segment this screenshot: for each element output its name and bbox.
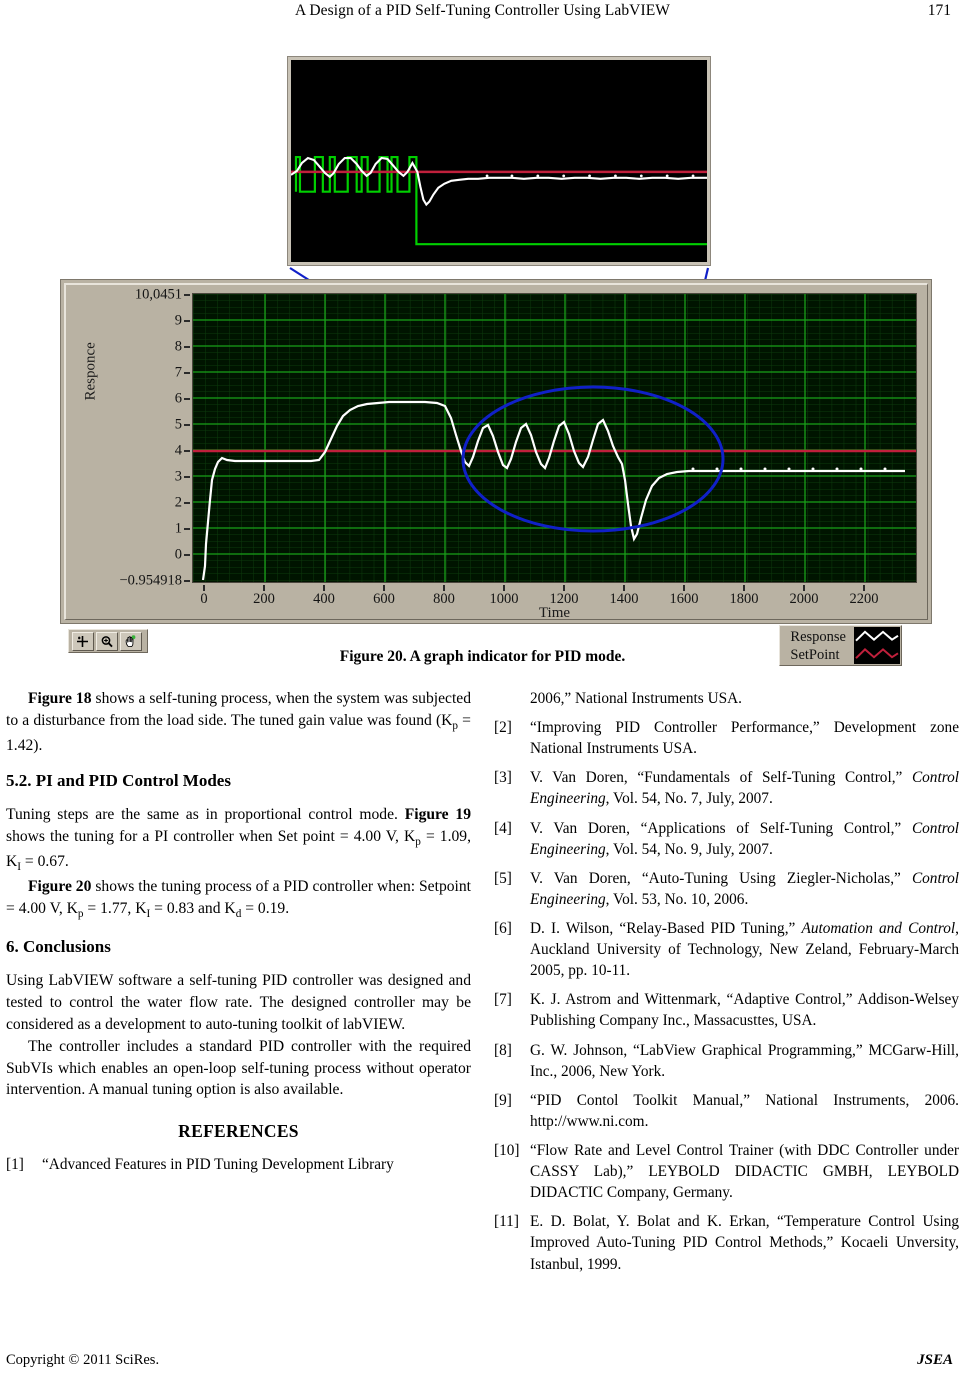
reference-item (494, 1140, 959, 1203)
graph-plot-area[interactable] (192, 293, 917, 583)
x-tick-label: 800 (433, 591, 455, 607)
reference-text: “Advanced Features in PID Tuning Development Library (42, 1155, 394, 1173)
running-head (0, 0, 965, 22)
reference-number: [7] (494, 991, 512, 1009)
y-tick-mark (184, 294, 190, 296)
x-tick-label: 1400 (609, 591, 639, 607)
y-tick-mark (184, 372, 190, 374)
y-tick-mark (184, 320, 190, 322)
paragraph-figure18: Figure 18 shows a self-tuning process, when the system was subjected to a disturbance from the load side. The tuned gain value was found $(K_p = 1.42)$. (6, 690, 471, 754)
reference-text: “PID Contol Toolkit Manual,” National Instruments, 2006. http://www.ni.com. (530, 1091, 959, 1130)
graph-bevel (64, 283, 928, 620)
x-tick-label: 1800 (729, 591, 759, 607)
reference-number: [4] (494, 819, 512, 837)
left-column (6, 688, 471, 1183)
reference-text: K. J. Astrom and Wittenmark, “Adaptive Control,” Addison-Welsey Publishing Company Inc., Massacusttes, USA. (530, 991, 959, 1030)
x-axis-ticks (192, 585, 917, 605)
reference-text: D. I. Wilson, “Relay-Based PID Tuning,” Automation and Control, Auckland University of Technology, New Zeland, February-March 2005, pp. 10-11. (530, 919, 959, 980)
reference-item (494, 767, 959, 809)
right-column (494, 688, 959, 1283)
reference-number: [6] (494, 919, 512, 937)
legend-item-response[interactable]: Response (790, 628, 846, 645)
paragraph-tuning-steps: Tuning steps are the same as in proportional control mode. Figure 19 shows the tuning for a PI controller when Set point = 4.00 V, $K_p = 1.09$, $K_I = 0.67$. (6, 806, 471, 874)
y-tick-mark (184, 450, 190, 452)
x-tick-label: 400 (313, 591, 335, 607)
y-tick-label: 6 (174, 390, 182, 407)
references-heading: REFERENCES (178, 1121, 299, 1142)
inset-control-signal (296, 157, 707, 244)
reference-item (494, 868, 959, 910)
figure-caption: Figure 20. A graph indicator for PID mode. (339, 648, 626, 665)
reference-text: V. Van Doren, “Fundamentals of Self-Tuning Control,” Control Engineering, Vol. 54, No. 7, July, 2007. (530, 769, 959, 808)
reference-text: 2006,” National Instruments USA. (530, 690, 743, 707)
reference-item (494, 1211, 959, 1274)
y-tick-mark (184, 346, 190, 348)
y-tick-mark (184, 476, 190, 478)
y-tick-mark (184, 580, 190, 582)
reference-text: G. W. Johnson, “LabView Graphical Programming,” MCGarw-Hill, Inc., 2006, New York. (530, 1041, 959, 1080)
page-number: 171 (927, 2, 951, 19)
hand-icon (124, 635, 138, 648)
magnifier-icon (100, 635, 114, 648)
inset-response-curve (291, 158, 707, 205)
y-tick-label: 5 (174, 416, 182, 433)
reference-item (494, 918, 959, 981)
x-tick-label: 2000 (789, 591, 819, 607)
reference-number: [8] (494, 1041, 512, 1059)
x-tick-label: 1200 (549, 591, 579, 607)
reference-number: [3] (494, 769, 512, 787)
reference-number-spacer (494, 688, 530, 709)
reference-text: “Improving PID Controller Performance,” Development zone National Instruments USA. (530, 719, 959, 758)
inset-chart-svg (291, 60, 707, 262)
y-axis-ticks (102, 286, 190, 589)
journal-abbreviation: JSEA (917, 1352, 953, 1368)
main-chart-svg (193, 294, 916, 582)
section-heading-5-2: 5.2. PI and PID Control Modes (6, 771, 231, 791)
crosshair-icon (76, 635, 90, 648)
reference-number: [1] (6, 1155, 24, 1173)
y-tick-mark (184, 502, 190, 504)
page-title: A Design of a PID Self-Tuning Controller Using LabVIEW (294, 2, 671, 19)
x-axis-title: Time (538, 605, 571, 621)
y-tick-label: 3 (174, 468, 182, 485)
inset-plot-area (291, 60, 707, 262)
labview-graph-indicator (60, 279, 932, 624)
paragraph-figure20: Figure 20 shows the tuning process of a PID controller when: Setpoint = 4.00 V, $K_p = 1.77$, $K_I = 0.83$ and $K_d = 0.19$. (6, 877, 471, 920)
y-tick-label: 1 (174, 520, 182, 537)
reference-text: “Flow Rate and Level Control Trainer (with DDC Controller under CASSY Lab),” LEYBOLD DIDACTIC GMBH, LEYBOLD DIDACTIC Company, Germany. (530, 1141, 959, 1202)
y-tick-label: 0 (174, 546, 182, 563)
reference-number: [10] (494, 1141, 520, 1159)
page-footer (0, 1352, 965, 1374)
y-tick-label: 8 (174, 338, 182, 355)
y-tick-mark (184, 424, 190, 426)
y-axis-title: Responce (82, 342, 99, 401)
x-tick-label: 1600 (669, 591, 699, 607)
x-tick-label: 600 (373, 591, 395, 607)
y-tick-label: 10,0451 (134, 286, 182, 303)
copyright-notice: Copyright © 2011 SciRes. (6, 1352, 160, 1368)
reference-number: [2] (494, 719, 512, 737)
reference-item (494, 1090, 959, 1132)
reference-number: [5] (494, 869, 512, 887)
reference-text: E. D. Bolat, Y. Bolat and K. Erkan, “Temperature Control Using Improved Auto-Tuning PID Control Methods,” Kocaeli Unversity, Istanbul, 1999. (530, 1213, 959, 1273)
y-tick-mark (184, 398, 190, 400)
x-tick-label: 1000 (489, 591, 519, 607)
reference-item (6, 1154, 471, 1175)
reference-item (494, 1040, 959, 1082)
y-tick-label: 7 (174, 364, 182, 381)
legend-item-setpoint[interactable]: SetPoint (790, 646, 840, 663)
y-tick-mark (184, 528, 190, 530)
y-tick-mark (184, 554, 190, 556)
section-heading-6: 6. Conclusions (6, 937, 111, 957)
reference-number: [9] (494, 1091, 512, 1109)
paragraph-conclusion-1: Using LabVIEW software a self-tuning PID controller was designed and tested to control the water flow rate. The designed controller may be considered as a development to auto-tuning toolkit of labVIEW. (6, 972, 471, 1033)
paragraph-conclusion-2: The controller includes a standard PID controller with the required SubVIs which enables an open-loop self-tuning process without operator intervention. A manual tuning option is also available. (6, 1037, 471, 1099)
y-tick-label: 9 (174, 312, 182, 329)
inset-zoom-panel (287, 56, 711, 266)
reference-item-continued (494, 688, 959, 709)
x-tick-label: 0 (200, 591, 208, 607)
reference-item (494, 717, 959, 759)
y-tick-label: −0.954918 (119, 572, 182, 589)
y-tick-label: 4 (174, 442, 182, 459)
reference-text: V. Van Doren, “Applications of Self-Tuning Control,” Control Engineering, Vol. 54, No. 9, July, 2007. (530, 819, 959, 858)
x-tick-label: 2200 (849, 591, 879, 607)
reference-text: V. Van Doren, “Auto-Tuning Using Ziegler-Nicholas,” Control Engineering, Vol. 53, No. 10, 2006. (530, 869, 959, 908)
x-tick-label: 200 (253, 591, 275, 607)
reference-item (494, 818, 959, 860)
reference-item (494, 989, 959, 1031)
y-tick-label: 2 (174, 494, 182, 511)
reference-number: [11] (494, 1213, 519, 1231)
